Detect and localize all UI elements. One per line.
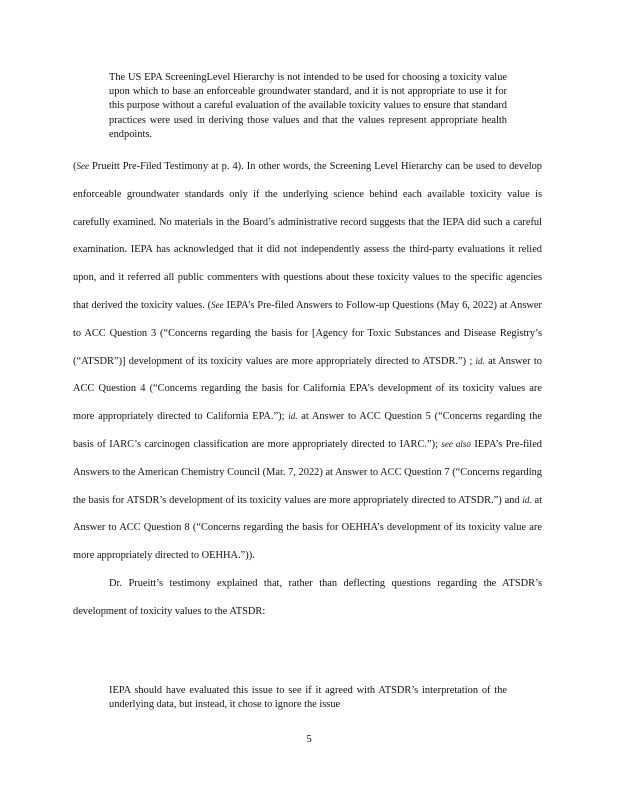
citation-signal-see-also: see also	[441, 438, 471, 449]
citation-signal-id: id.	[288, 411, 298, 422]
body-text	[73, 153, 542, 626]
citation-signal-see: See	[211, 299, 224, 310]
paragraph-prueitt-explained: Dr. Prueitt’s testimony explained that, rather than deflecting questions regarding the ATSDR’s development of toxicity values to the ATSDR:	[73, 577, 542, 617]
citation-signal-id: id.	[522, 494, 532, 505]
page-number: 5	[306, 733, 312, 745]
citation-signal-see: See	[76, 161, 89, 171]
citation-signal-id: id.	[475, 355, 485, 366]
block-quote-prueitt-testimony: The US EPA ScreeningLevel Hierarchy is not intended to be used for choosing a toxicity value upon which to base an enforceable groundwater standard, and it is not appropriate to use it for this purpose without a careful evaluation of the available toxicity values to ensure that standard practices were used in deriving those values and that the values represent appropriate health endpoints.	[109, 72, 507, 140]
block-quote-iepa-should-have: IEPA should have evaluated this issue to see if it agreed with ATSDR’s interpretation of the underlying data, but instead, it chose to ignore the issue	[109, 685, 507, 711]
paragraph-screening-hierarchy: (See Prueitt Pre-Filed Testimony at p. 4). In other words, the Screening Level Hierarchy can be used to develop enforceable groundwater standards only if the underlying science behind each available toxicity value is carefully examined. No materials in the Board’s administrative record suggests that the IEPA did such a careful examination. IEPA has acknowledged that it did not independently assess the third-party evaluations it relied upon, and it referred all public commenters with questions about these toxicity values to the specific agencies that derived the toxicity values. (See IEPA’s Pre-filed Answers to Follow-up Questions (May 6, 2022) at Answer to ACC Question 3 (“Concerns regarding the basis for [Agency for Toxic Substances and Disease Registry’s (“ATSDR”)] development of its toxicity values are more appropriately directed to ATSDR.”) ; id. at Answer to ACC Question 4 (“Concerns regarding the basis for California EPA’s development of its toxicity values are more appropriately directed to California EPA.”); id. at Answer to ACC Question 5 (“Concerns regarding the basis of IARC’s carcinogen classification are more appropriately directed to IARC.”); see also IEPA’s Pre-filed Answers to the American Chemistry Council (Mar. 7, 2022) at Answer to ACC Question 7 (“Concerns regarding the basis for ATSDR’s development of its toxicity values are more appropriately directed to ATSDR.”) and id. at Answer to ACC Question 8 (“Concerns regarding the basis for OEHHA’s development of its toxicity value are more appropriately directed to OEHHA.”)).	[73, 161, 543, 562]
